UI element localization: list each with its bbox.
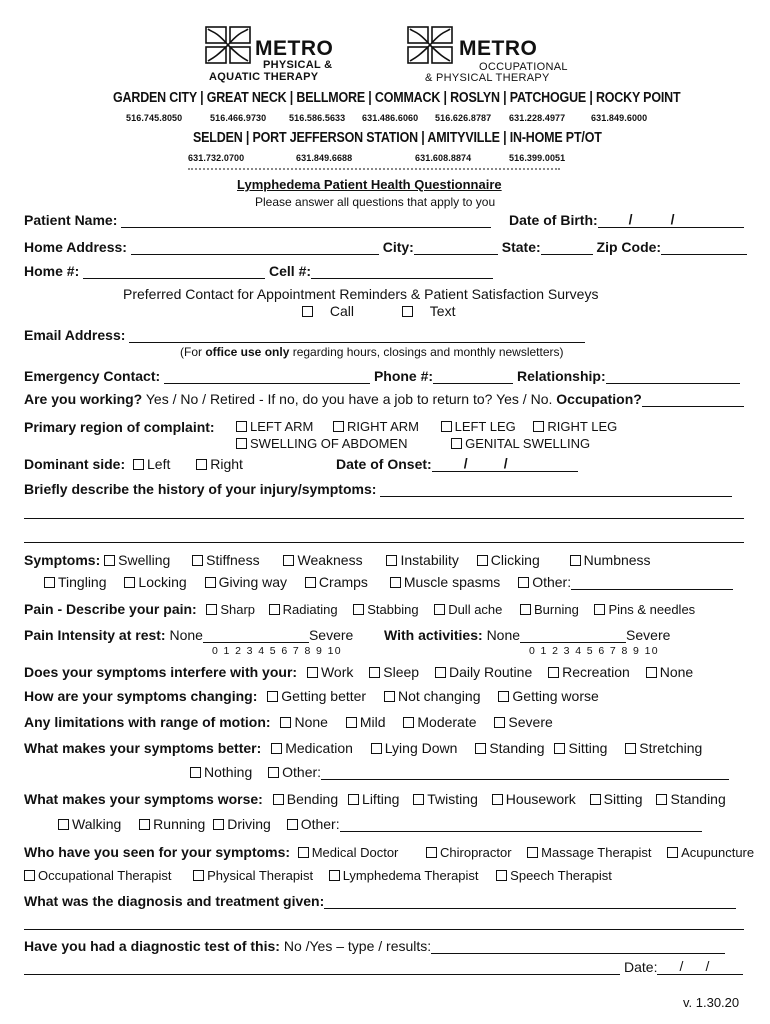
massage-therapist-checkbox[interactable] <box>527 847 538 858</box>
nothing-label: Nothing <box>204 764 253 780</box>
pins-needles-checkbox[interactable] <box>594 604 605 615</box>
zip-label: Zip Code: <box>596 239 662 255</box>
occupation-label: Occupation? <box>556 391 642 407</box>
email-label: Email Address: <box>24 327 126 343</box>
clicking-label: Clicking <box>490 552 540 568</box>
acupuncture-checkbox[interactable] <box>667 847 678 858</box>
dull-ache-label: Dull ache <box>448 602 503 617</box>
burning-checkbox[interactable] <box>520 604 531 615</box>
activity-severe-label: Severe <box>626 627 671 643</box>
sharp-checkbox[interactable] <box>206 604 217 615</box>
worse-other-checkbox[interactable] <box>287 819 298 830</box>
medication-checkbox[interactable] <box>271 743 282 754</box>
pins-needles-label: Pins & needles <box>608 602 696 617</box>
version-label: v. 1.30.20 <box>683 995 740 1010</box>
dominant-side-label: Dominant side: <box>24 456 126 472</box>
cramps-checkbox[interactable] <box>305 577 316 588</box>
left-leg-checkbox[interactable] <box>441 421 452 432</box>
limit-moderate-checkbox[interactable] <box>403 717 414 728</box>
getting-worse-label: Getting worse <box>512 688 599 704</box>
home-phone-label: Home #: <box>24 263 80 279</box>
limit-mild-checkbox[interactable] <box>346 717 357 728</box>
left-arm-checkbox[interactable] <box>236 421 247 432</box>
medical-doctor-label: Medical Doctor <box>311 845 399 860</box>
worse-label: What makes your symptoms worse: <box>24 791 263 807</box>
stiffness-label: Stiffness <box>206 552 260 568</box>
city-label: City: <box>382 239 414 255</box>
phone-1: 516.745.8050 <box>126 113 183 123</box>
date-onset-field[interactable]: / / <box>432 457 578 472</box>
abdomen-swelling-checkbox[interactable] <box>236 438 247 449</box>
not-changing-checkbox[interactable] <box>384 691 395 702</box>
home-address-field[interactable] <box>131 240 379 255</box>
weakness-label: Weakness <box>297 552 363 568</box>
muscle-spasms-checkbox[interactable] <box>390 577 401 588</box>
sleep-checkbox[interactable] <box>369 667 380 678</box>
interfere-label: Does your symptoms interfere with your: <box>24 664 298 680</box>
date-onset-label: Date of Onset: <box>336 456 432 472</box>
dob-field[interactable]: / / <box>598 213 744 228</box>
speech-therapist-checkbox[interactable] <box>496 870 507 881</box>
limit-severe-label: Severe <box>508 714 553 730</box>
butterfly-logo-icon <box>407 26 453 64</box>
giving-way-label: Giving way <box>218 574 288 590</box>
activity-scale-field[interactable] <box>520 628 626 643</box>
occupational-therapist-label: Occupational Therapist <box>38 868 172 883</box>
better-sitting-label: Sitting <box>568 740 608 756</box>
working-label: Are you working? <box>24 391 143 407</box>
giving-way-checkbox[interactable] <box>205 577 216 588</box>
form-title: Lymphedema Patient Health Questionnaire <box>237 177 502 192</box>
symptoms-label: Symptoms: <box>24 552 101 568</box>
instability-label: Instability <box>400 552 459 568</box>
dull-ache-checkbox[interactable] <box>434 604 445 615</box>
locking-checkbox[interactable] <box>124 577 135 588</box>
better-label: What makes your symptoms better: <box>24 740 262 756</box>
occupation-field[interactable] <box>642 392 744 407</box>
history-line-2[interactable] <box>24 518 744 519</box>
genital-swelling-checkbox[interactable] <box>451 438 462 449</box>
date-label: Date: <box>624 959 658 975</box>
preferred-contact-text: Preferred Contact for Appointment Reminders & Patient Satisfaction Surveys <box>123 286 599 302</box>
pain-intensity-label: Pain Intensity at rest: <box>24 627 166 643</box>
symptom-other-field[interactable] <box>571 575 733 590</box>
chiropractor-checkbox[interactable] <box>426 847 437 858</box>
lying-down-checkbox[interactable] <box>371 743 382 754</box>
phone-9: 631.849.6688 <box>296 153 353 163</box>
numbness-label: Numbness <box>583 552 651 568</box>
rest-severe-label: Severe <box>308 627 354 643</box>
rest-scale-field[interactable] <box>203 628 309 643</box>
bending-label: Bending <box>286 791 339 807</box>
worse-standing-label: Standing <box>670 791 726 807</box>
abdomen-swelling-label: SWELLING OF ABDOMEN <box>250 436 408 451</box>
better-other-field[interactable] <box>321 765 729 780</box>
radiating-checkbox[interactable] <box>269 604 280 615</box>
phone-field[interactable] <box>433 369 513 384</box>
work-label: Work <box>320 664 354 680</box>
rest-scale: 0 1 2 3 4 5 6 7 8 9 10 <box>212 645 343 657</box>
diagnosis-line-2[interactable] <box>24 929 744 930</box>
logo-left-name: METRO <box>255 37 334 60</box>
rest-none-label: None <box>169 627 203 643</box>
locations-row-1: GARDEN CITY | GREAT NECK | BELLMORE | COMMACK | ROSLYN | PATCHOGUE | ROCKY POINT <box>113 90 681 106</box>
left-leg-label: LEFT LEG <box>454 419 516 434</box>
lymphedema-therapist-label: Lymphedema Therapist <box>342 868 479 883</box>
worse-other-field[interactable] <box>340 817 702 832</box>
lying-down-label: Lying Down <box>384 740 458 756</box>
patient-name-field[interactable] <box>121 213 491 228</box>
limitations-label: Any limitations with range of motion: <box>24 714 271 730</box>
right-arm-checkbox[interactable] <box>333 421 344 432</box>
muscle-spasms-label: Muscle spasms <box>403 574 501 590</box>
with-activities-label: With activities: <box>384 627 483 643</box>
patient-name-label: Patient Name: <box>24 212 118 228</box>
logo-right-sub1: OCCUPATIONAL <box>479 61 568 73</box>
daily-routine-label: Daily Routine <box>448 664 533 680</box>
diagnosis-field[interactable] <box>324 894 736 909</box>
running-label: Running <box>153 816 206 832</box>
stretching-label: Stretching <box>639 740 703 756</box>
daily-routine-checkbox[interactable] <box>435 667 446 678</box>
dominant-right-label: Right <box>210 456 243 472</box>
header-divider <box>188 168 560 170</box>
phone-11: 516.399.0051 <box>509 153 566 163</box>
getting-worse-checkbox[interactable] <box>498 691 509 702</box>
swelling-label: Swelling <box>118 552 171 568</box>
clicking-checkbox[interactable] <box>477 555 488 566</box>
recreation-label: Recreation <box>562 664 630 680</box>
diag-test-label: Have you had a diagnostic test of this: <box>24 938 280 954</box>
logo-left <box>205 26 355 84</box>
dominant-left-checkbox[interactable] <box>133 459 144 470</box>
radiating-label: Radiating <box>282 602 338 617</box>
lifting-label: Lifting <box>362 791 400 807</box>
better-standing-label: Standing <box>489 740 545 756</box>
walking-label: Walking <box>72 816 122 832</box>
call-label: Call <box>329 303 355 319</box>
call-checkbox[interactable] <box>302 306 313 317</box>
emergency-contact-label: Emergency Contact: <box>24 368 161 384</box>
running-checkbox[interactable] <box>139 819 150 830</box>
phone-6: 631.228.4977 <box>509 113 566 123</box>
form-subtitle: Please answer all questions that apply to you <box>255 195 496 209</box>
limit-mild-label: Mild <box>359 714 386 730</box>
interfere-none-label: None <box>659 664 694 680</box>
burning-label: Burning <box>534 602 579 617</box>
physical-therapist-label: Physical Therapist <box>207 868 314 883</box>
right-leg-label: RIGHT LEG <box>547 419 618 434</box>
emergency-contact-field[interactable] <box>164 369 370 384</box>
text-checkbox[interactable] <box>402 306 413 317</box>
housework-label: Housework <box>505 791 576 807</box>
dominant-left-label: Left <box>147 456 171 472</box>
logo-right <box>407 26 567 84</box>
pain-describe-label: Pain - Describe your pain: <box>24 601 197 617</box>
left-arm-label: LEFT ARM <box>250 419 314 434</box>
better-standing-checkbox[interactable] <box>475 743 486 754</box>
speech-therapist-label: Speech Therapist <box>510 868 612 883</box>
recreation-checkbox[interactable] <box>548 667 559 678</box>
stabbing-label: Stabbing <box>367 602 419 617</box>
numbness-checkbox[interactable] <box>570 555 581 566</box>
activity-none-label: None <box>486 627 521 643</box>
city-field[interactable] <box>414 240 498 255</box>
logo-left-sub1: PHYSICAL & <box>263 59 333 71</box>
medication-label: Medication <box>285 740 353 756</box>
getting-better-label: Getting better <box>281 688 367 704</box>
walking-checkbox[interactable] <box>58 819 69 830</box>
dob-label: Date of Birth: <box>509 212 598 228</box>
cell-label: Cell #: <box>269 263 312 279</box>
lymphedema-therapist-checkbox[interactable] <box>329 870 340 881</box>
better-sitting-checkbox[interactable] <box>554 743 565 754</box>
state-field[interactable] <box>541 240 593 255</box>
diag-test-field[interactable] <box>431 939 725 954</box>
tingling-label: Tingling <box>58 574 107 590</box>
state-label: State: <box>501 239 541 255</box>
cell-field[interactable] <box>311 264 493 279</box>
limit-none-checkbox[interactable] <box>280 717 291 728</box>
swelling-checkbox[interactable] <box>104 555 115 566</box>
occupational-therapist-checkbox[interactable] <box>24 870 35 881</box>
locking-label: Locking <box>138 574 187 590</box>
primary-region-label: Primary region of complaint: <box>24 419 215 435</box>
locations-row-2: SELDEN | PORT JEFFERSON STATION | AMITYVILLE | IN-HOME PT/OT <box>193 130 602 146</box>
stretching-checkbox[interactable] <box>625 743 636 754</box>
driving-label: Driving <box>227 816 271 832</box>
lifting-checkbox[interactable] <box>348 794 359 805</box>
zip-field[interactable] <box>661 240 747 255</box>
phone-7: 631.849.6000 <box>591 113 648 123</box>
logo-right-sub2: & PHYSICAL THERAPY <box>425 72 550 84</box>
history-label: Briefly describe the history of your injury/symptoms: <box>24 481 377 497</box>
dominant-right-checkbox[interactable] <box>196 459 207 470</box>
twisting-checkbox[interactable] <box>413 794 424 805</box>
not-changing-label: Not changing <box>397 688 481 704</box>
right-leg-checkbox[interactable] <box>533 421 544 432</box>
phone-3: 516.586.5633 <box>289 113 346 123</box>
sharp-label: Sharp <box>220 602 256 617</box>
stiffness-checkbox[interactable] <box>192 555 203 566</box>
genital-swelling-label: GENITAL SWELLING <box>465 436 591 451</box>
twisting-label: Twisting <box>427 791 478 807</box>
date-field[interactable]: / / <box>657 960 743 975</box>
medical-doctor-checkbox[interactable] <box>298 847 309 858</box>
changing-label: How are your symptoms changing: <box>24 688 258 704</box>
office-use-note: (For office use only regarding hours, closings and monthly newsletters) <box>180 345 564 359</box>
limit-moderate-label: Moderate <box>417 714 477 730</box>
activity-scale: 0 1 2 3 4 5 6 7 8 9 10 <box>529 645 660 657</box>
bending-checkbox[interactable] <box>273 794 284 805</box>
relationship-field[interactable] <box>606 369 740 384</box>
housework-checkbox[interactable] <box>492 794 503 805</box>
email-field[interactable] <box>129 328 585 343</box>
diagnosis-label: What was the diagnosis and treatment given: <box>24 893 325 909</box>
phone-5: 516.626.8787 <box>435 113 492 123</box>
getting-better-checkbox[interactable] <box>267 691 278 702</box>
logo-right-name: METRO <box>459 37 538 60</box>
home-address-label: Home Address: <box>24 239 127 255</box>
interfere-none-checkbox[interactable] <box>646 667 657 678</box>
phone-4: 631.486.6060 <box>362 113 419 123</box>
diag-test-line-2[interactable] <box>24 974 620 975</box>
work-checkbox[interactable] <box>307 667 318 678</box>
worse-sitting-label: Sitting <box>603 791 643 807</box>
driving-checkbox[interactable] <box>213 819 224 830</box>
history-field[interactable] <box>380 482 732 497</box>
chiropractor-label: Chiropractor <box>440 845 512 860</box>
working-options: Yes / No / Retired - If no, do you have a job to return to? Yes / No. <box>142 391 557 407</box>
worse-sitting-checkbox[interactable] <box>590 794 601 805</box>
massage-therapist-label: Massage Therapist <box>541 845 652 860</box>
physical-therapist-checkbox[interactable] <box>193 870 204 881</box>
right-arm-label: RIGHT ARM <box>346 419 419 434</box>
home-phone-field[interactable] <box>83 264 265 279</box>
weakness-checkbox[interactable] <box>283 555 294 566</box>
history-line-3[interactable] <box>24 542 744 543</box>
stabbing-checkbox[interactable] <box>353 604 364 615</box>
cramps-label: Cramps <box>318 574 368 590</box>
relationship-label: Relationship: <box>516 368 606 384</box>
limit-severe-checkbox[interactable] <box>494 717 505 728</box>
tingling-checkbox[interactable] <box>44 577 55 588</box>
acupuncture-label: Acupuncture <box>681 845 755 860</box>
better-other-label: Other: <box>282 764 322 780</box>
phone-2: 516.466.9730 <box>210 113 267 123</box>
seen-label: Who have you seen for your symptoms: <box>24 844 291 860</box>
text-label: Text <box>429 303 456 319</box>
phone-8: 631.732.0700 <box>188 153 245 163</box>
phone-label: Phone #: <box>373 368 434 384</box>
sleep-label: Sleep <box>383 664 420 680</box>
worse-standing-checkbox[interactable] <box>656 794 667 805</box>
nothing-checkbox[interactable] <box>190 767 201 778</box>
symptom-other-label: Other: <box>532 574 572 590</box>
diag-test-options: No /Yes – type / results: <box>279 938 432 954</box>
phone-10: 631.608.8874 <box>415 153 472 163</box>
butterfly-logo-icon <box>205 26 251 64</box>
instability-checkbox[interactable] <box>386 555 397 566</box>
limit-none-label: None <box>294 714 328 730</box>
symptom-other-checkbox[interactable] <box>518 577 529 588</box>
better-other-checkbox[interactable] <box>268 767 279 778</box>
logo-left-sub2: AQUATIC THERAPY <box>209 71 319 83</box>
worse-other-label: Other: <box>300 816 340 832</box>
